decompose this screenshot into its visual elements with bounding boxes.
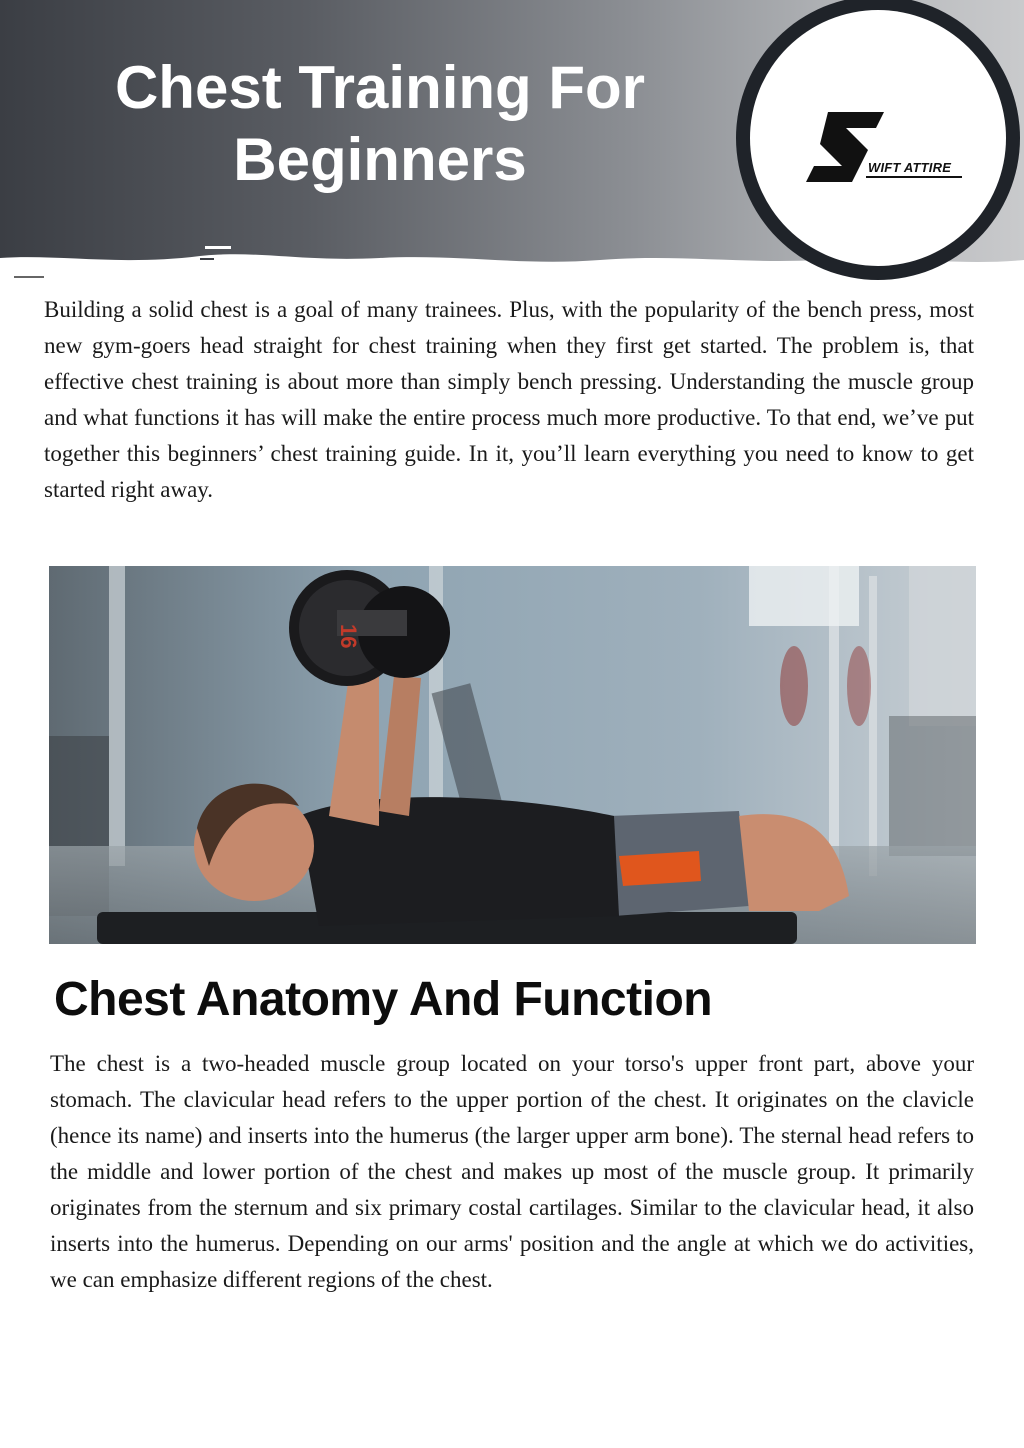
intro-paragraph: Building a solid chest is a goal of many trainees. Plus, with the popularity of the bench press, most new gym-goers head straight for chest training when they first get started. The problem is, that effective chest training is about more than simply bench pressing. Understanding the muscle group and what functions it has will make the entire process much more productive. To that end, we’ve put together this beginners’ chest training guide. In it, you’ll learn everything you need to know to get started right away. bbox=[44, 297, 974, 502]
title-line-2: Beginners bbox=[233, 126, 527, 193]
bench-press-photo bbox=[49, 566, 976, 944]
page-title bbox=[60, 52, 700, 196]
title-line-1: Chest Training For bbox=[114, 54, 646, 121]
anatomy-paragraph: The chest is a two-headed muscle group located on your torso's upper front part, above your stomach. The clavicular head refers to the upper portion of the chest. It originates on the clavicle (hence its name) and inserts into the humerus (the larger upper arm bone). The sternal head refers to the middle and lower portion of the chest and makes up most of the muscle group. It primarily originates from the sternum and six primary costal cartilages. Similar to the clavicular head, it also inserts into the humerus. Depending on our arms' position and the angle at which we do activities, we can emphasize different regions of the chest. bbox=[50, 1051, 974, 1292]
dumbbell-weight-label: 16 bbox=[336, 624, 361, 649]
brand-logo-underline bbox=[866, 176, 962, 178]
bench-press-illustration bbox=[49, 566, 976, 944]
section-heading: Chest Anatomy And Function bbox=[54, 973, 713, 1026]
brand-logo-text: WIFT ATTIRE bbox=[868, 160, 952, 175]
